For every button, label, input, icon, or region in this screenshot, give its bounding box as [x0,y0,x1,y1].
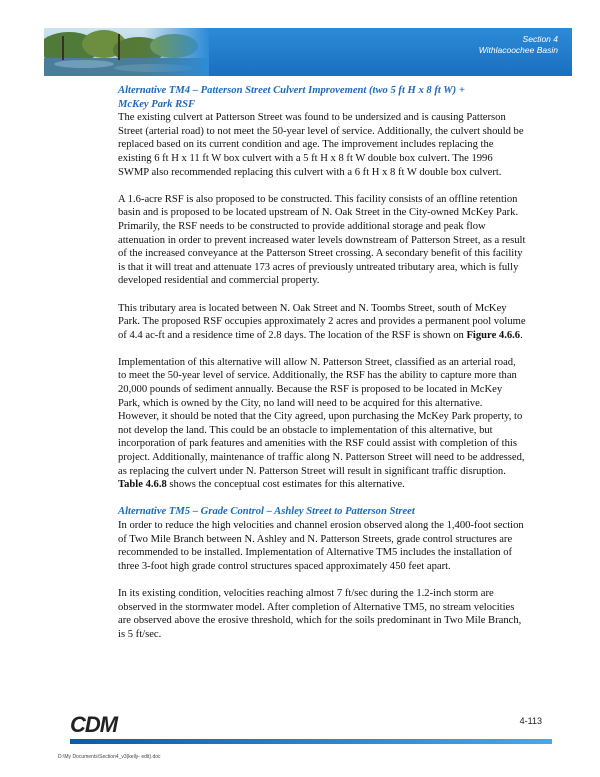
header-text [479,34,558,56]
tm4-heading-line1: Alternative TM4 – Patterson Street Culvert Improvement (two 5 ft H x 8 ft W) + [118,85,465,96]
header-photo [44,28,209,76]
tm4-heading-line2: McKey Park RSF [118,98,196,110]
tm5-paragraph-2: In its existing condition, velocities reaching almost 7 ft/sec during the 1.2-inch storm are observed in the stormwater model. After completion of Alternative TM5, no stream velocities are observed above the erosive threshold, which for the soils predominant in Two Mile Branch, is 5 ft/sec. [118,587,522,640]
footer-bar [70,739,552,744]
tm4-p3-text: This tributary area is located between N. Oak Street and N. Toombs Street, south of McKey Park. The proposed RSF occupies approximately 2 acres and provides a permanent pool volume of 4.4 ac-ft and a residence time of 2.8 days. The location of the RSF is shown on [118,302,526,341]
tm4-p4-text: Implementation of this alternative will allow N. Patterson Street, classified as an arterial road, to meet the 50-year level of service. Additionally, the RSF has the ability to capture more than 20,000 pounds of sediment annually. Because the RSF is proposed to be located in McKey Park, which is owned by the City, no land will need to be acquired for this alternative. However, it should be noted that the City agreed, upon purchasing the McKey Park property, to not develop the land. This could be an obstacle to implementation of this alternative, but incorporation of park features and amenities with the RSF could assist with completion of this project. Additionally, maintenance of traffic along N. Patterson Street will need to be addressed, as replacing the culvert under N. Patterson Street will result in significant traffic disruption. [118,356,525,477]
document-body [118,84,526,641]
landscape-photo-icon [44,28,209,76]
table-reference: Table 4.6.8 [118,479,167,491]
page-number: 4-113 [519,716,542,726]
file-path: D:\My Documents\Section4_v3(kelly- edit).doc [58,754,161,760]
tm4-paragraph-1: The existing culvert at Patterson Street was found to be undersized and is causing Patterson Street (arterial road) to not meet the 50-year level of service. Additionally, the culvert should be replaced based on its current condition and age. The improvement includes replacing the existing 6 ft H x 11 ft W box culvert with a 5 ft H x 8 ft W double box culvert. The 1996 SWMP also recommended replacing this culvert with a 6 ft H x 8 ft W double box culvert. [118,112,524,178]
figure-reference: Figure 4.6.6 [466,329,521,341]
tm5-paragraph-1: In order to reduce the high velocities and channel erosion observed along the 1,400-foot section of Two Mile Branch between N. Ashley and N. Patterson Streets, grade control structures are recommended to be installed. Implementation of Alternative TM5 includes the installation of three 3-foot high grade control structures spaced approximately 450 feet apart. [118,520,524,572]
tm4-paragraph-3 [118,302,526,343]
cdm-logo: CDM [70,712,118,737]
basin-label: Withlacoochee Basin [478,45,558,55]
tm4-p4-end: shows the conceptual cost estimates for this alternative. [166,479,405,491]
section-label: Section 4 [522,34,558,44]
tm4-paragraph-4 [118,356,526,492]
tm4-p3-end: . [520,329,523,341]
tm4-heading [118,84,526,111]
tm5-heading: Alternative TM5 – Grade Control – Ashley Street to Patterson Street [118,506,415,518]
tm4-paragraph-2: A 1.6-acre RSF is also proposed to be constructed. This facility consists of an offline retention basin and is proposed to be located upstream of N. Oak Street in the City-owned McKey Park. Primarily, the RSF needs to be constructed to provide additional storage and peak flow attenuation in order to prevent increased water levels downstream of Patterson Street, as a result of the increased conveyance at the Patterson Street crossing. A secondary benefit of this facility is that it will treat and attenuate 173 acres of previously untreated tributary area, which is fully developed residential and commercial property. [118,193,526,287]
